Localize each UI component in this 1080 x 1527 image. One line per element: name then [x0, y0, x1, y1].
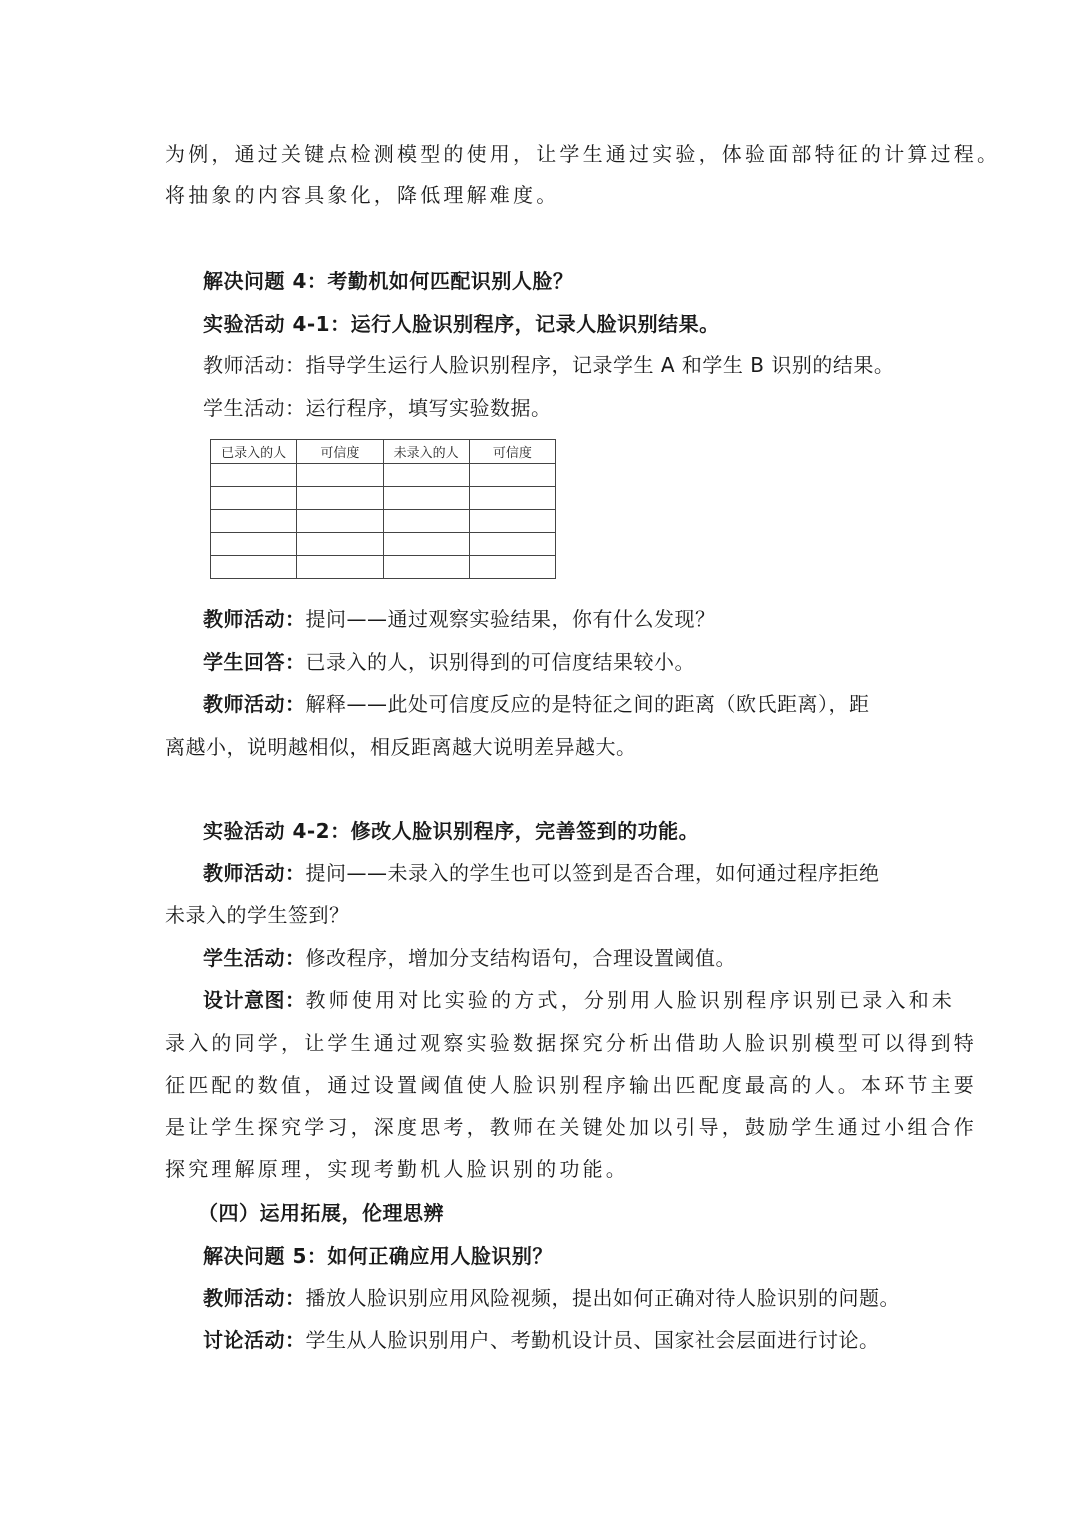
activity-4-1-student: 学生活动：运行程序，填写实验数据。: [203, 396, 552, 420]
design-intent-line-4: 是让学生探究学习，深度思考，教师在关键处加以引导，鼓励学生通过小组合作: [165, 1115, 977, 1139]
table-row: [211, 533, 556, 556]
table-cell: [211, 487, 297, 510]
teacher-question: [203, 605, 716, 633]
table-header-cell: 可信度: [469, 440, 555, 464]
problem-4-title: 解决问题 4：考勤机如何匹配识别人脸？: [203, 269, 574, 293]
table-cell: [211, 464, 297, 487]
table-cell: [297, 556, 383, 579]
problem-5-teacher: [203, 1284, 900, 1312]
table-cell: [383, 533, 469, 556]
table-cell: [469, 510, 555, 533]
table-cell: [383, 510, 469, 533]
activity-4-1-teacher: 教师活动：指导学生运行人脸识别程序，记录学生 A 和学生 B 识别的结果。: [203, 353, 895, 377]
problem-5-discussion-text: 学生从人脸识别用户、考勤机设计员、国家社会层面进行讨论。: [305, 1328, 880, 1352]
table-cell: [297, 533, 383, 556]
table-row: [211, 556, 556, 579]
problem-5-teacher-text: 播放人脸识别应用风险视频，提出如何正确对待人脸识别的问题。: [305, 1286, 900, 1310]
design-intent-line-5: 探究理解原理，实现考勤机人脸识别的功能。: [165, 1157, 629, 1181]
table-header-row: [211, 440, 556, 464]
activity-4-1-title: 实验活动 4-1：运行人脸识别程序，记录人脸识别结果。: [203, 312, 720, 336]
table-cell: [211, 556, 297, 579]
activity-4-2-teacher: [203, 859, 880, 887]
activity-4-2-teacher-cont: 未录入的学生签到？: [165, 903, 350, 927]
experiment-data-table: [210, 439, 556, 579]
table-header-cell: 可信度: [297, 440, 383, 464]
teacher-explanation-label: 教师活动：: [203, 692, 306, 716]
table-cell: [211, 510, 297, 533]
student-answer: [203, 648, 695, 676]
table-cell: [297, 464, 383, 487]
table-cell: [469, 533, 555, 556]
table-cell: [383, 464, 469, 487]
activity-4-2-teacher-text: 提问——未录入的学生也可以签到是否合理，如何通过程序拒绝: [305, 861, 880, 885]
teacher-explanation: [203, 690, 870, 718]
intro-line-2: 将抽象的内容具象化，降低理解难度。: [165, 183, 560, 207]
intro-line-1: 为例，通过关键点检测模型的使用，让学生通过实验，体验面部特征的计算过程。: [165, 142, 1001, 166]
design-intent-line-1: [203, 986, 955, 1014]
table-row: [211, 464, 556, 487]
table-row: [211, 487, 556, 510]
design-intent-text: 教师使用对比实验的方式，分别用人脸识别程序识别已录入和未: [305, 988, 956, 1012]
table-header-cell: 已录入的人: [211, 440, 297, 464]
section-4-title: （四）运用拓展，伦理思辨: [198, 1201, 444, 1225]
table-cell: [297, 510, 383, 533]
table-cell: [383, 487, 469, 510]
problem-5-title: 解决问题 5：如何正确应用人脸识别？: [203, 1244, 553, 1268]
table-cell: [383, 556, 469, 579]
design-intent-label: 设计意图：: [203, 988, 306, 1012]
table-row: [211, 510, 556, 533]
problem-5-discussion: [203, 1326, 880, 1354]
table-cell: [211, 533, 297, 556]
activity-4-2-title: 实验活动 4-2：修改人脸识别程序，完善签到的功能。: [203, 819, 700, 843]
design-intent-line-3: 征匹配的数值，通过设置阈值使人脸识别程序输出匹配度最高的人。本环节主要: [165, 1073, 977, 1097]
design-intent-line-2: 录入的同学，让学生通过观察实验数据探究分析出借助人脸识别模型可以得到特: [165, 1031, 977, 1055]
teacher-explanation-cont: 离越小，说明越相似，相反距离越大说明差异越大。: [165, 735, 637, 759]
table-cell: [469, 556, 555, 579]
activity-4-2-teacher-label: 教师活动：: [203, 861, 306, 885]
student-answer-label: 学生回答：: [203, 650, 306, 674]
student-answer-text: 已录入的人，识别得到的可信度结果较小。: [305, 650, 695, 674]
activity-4-2-student-text: 修改程序，增加分支结构语句，合理设置阈值。: [305, 946, 736, 970]
teacher-explanation-text: 解释——此处可信度反应的是特征之间的距离（欧氏距离），距: [305, 692, 870, 716]
table-cell: [297, 487, 383, 510]
activity-4-2-student-label: 学生活动：: [203, 946, 306, 970]
teacher-question-label: 教师活动：: [203, 607, 306, 631]
table-header-cell: 未录入的人: [383, 440, 469, 464]
problem-5-teacher-label: 教师活动：: [203, 1286, 306, 1310]
activity-4-2-student: [203, 944, 736, 972]
teacher-question-text: 提问——通过观察实验结果，你有什么发现？: [305, 607, 716, 631]
table-cell: [469, 487, 555, 510]
table-cell: [469, 464, 555, 487]
problem-5-discussion-label: 讨论活动：: [203, 1328, 306, 1352]
